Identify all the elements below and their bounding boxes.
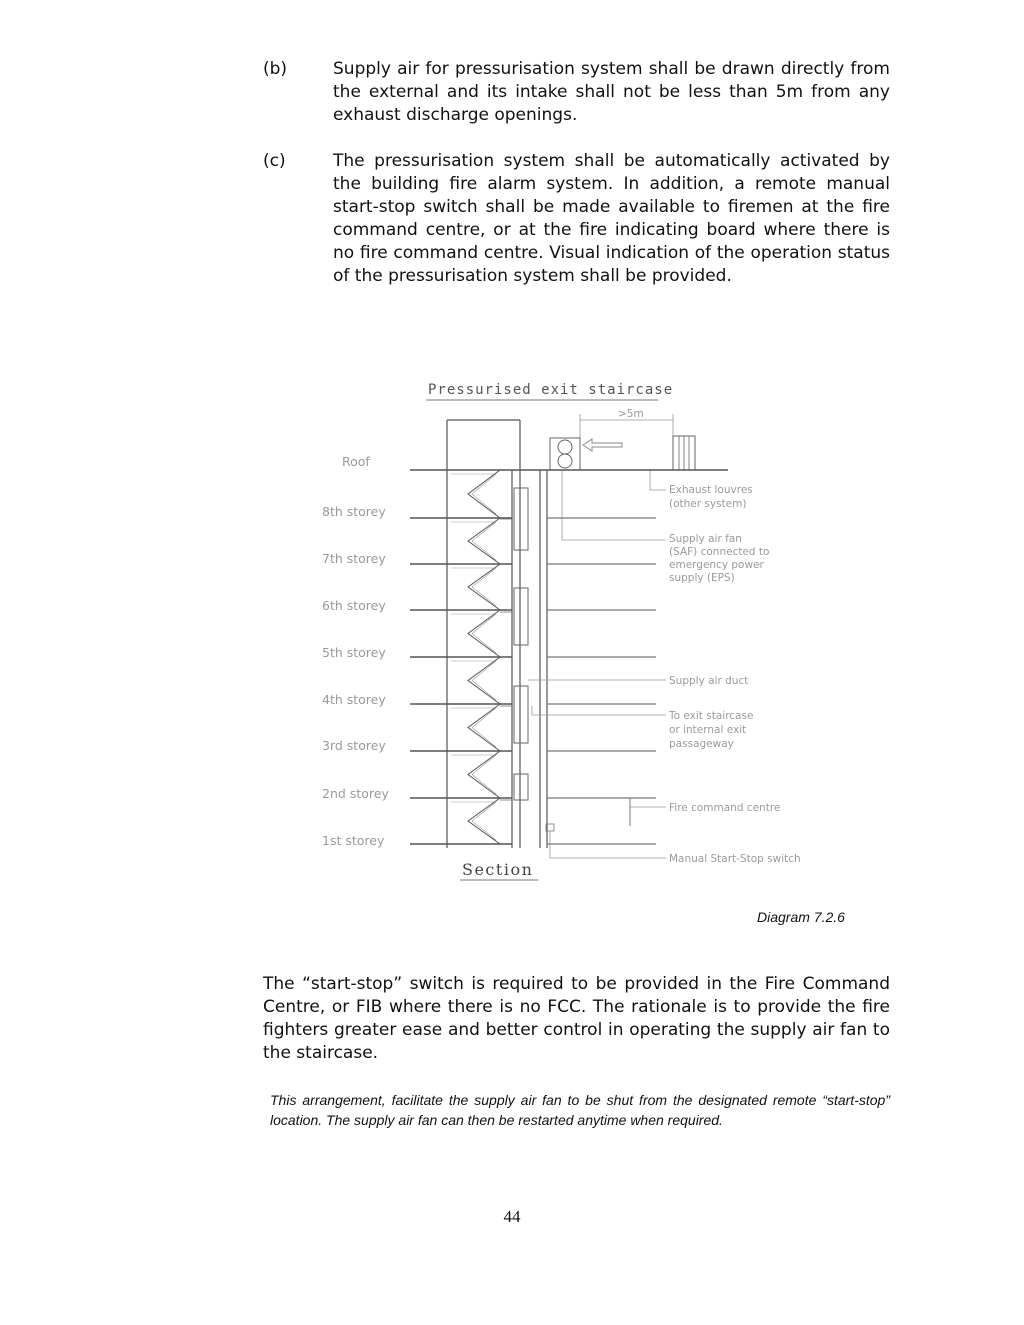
annotation-fan: emergency power (669, 559, 764, 571)
clause-c (263, 150, 890, 288)
storey-label: 7th storey (322, 551, 386, 566)
storey-label: 3rd storey (322, 738, 386, 753)
storey-label: Roof (342, 454, 370, 469)
staircase-section-diagram (300, 370, 840, 890)
annotation-fan: Supply air fan (669, 533, 742, 545)
annotation-exhaust: (other system) (669, 498, 747, 510)
section-label: Section (462, 860, 534, 879)
annotation-fan: supply (EPS) (669, 572, 735, 584)
storey-label: 8th storey (322, 504, 386, 519)
supply-air-duct-segment (514, 774, 528, 800)
clause-b (263, 58, 890, 127)
note-paragraph: This arrangement, facilitate the supply air fan to be shut from the designated remote “start-stop” location. The supply air fan can then be restarted anytime when required. (270, 1092, 890, 1128)
supply-air-duct-segment (514, 488, 528, 550)
annotation-exit: To exit staircase (669, 710, 754, 722)
diagram-title: Pressurised exit staircase (428, 382, 674, 398)
annotation-exit: passageway (669, 738, 734, 750)
storey-label: 6th storey (322, 598, 386, 613)
stair-flight-inner (451, 522, 496, 560)
diagram-caption: Diagram 7.2.6 (757, 909, 845, 925)
stair-flight-inner (451, 708, 496, 747)
clause-label: (b) (263, 59, 288, 79)
annotation-exhaust: Exhaust louvres (669, 484, 753, 496)
supply-air-duct-segment (514, 588, 528, 645)
body-paragraph: The “start-stop” switch is required to be provided in the Fire Command Centre, or FIB where there is no FCC. The rationale is to provide the fire fighters greater ease and better control in operating the supply air fan to the staircase. (263, 974, 890, 1063)
annotation-duct: Supply air duct (669, 675, 749, 687)
stair-flight-inner (451, 755, 496, 794)
annotation-switch: Manual Start-Stop switch (669, 853, 801, 865)
stair-flight-inner (451, 614, 496, 653)
storey-label: 4th storey (322, 692, 386, 707)
clause-label: (c) (263, 151, 286, 171)
storey-label: 2nd storey (322, 786, 389, 801)
storey-label: 1st storey (322, 833, 385, 848)
stair-flight-inner (451, 568, 496, 606)
stair-flight-inner (451, 474, 496, 514)
supply-air-duct-segment (514, 686, 528, 743)
annotation-fcc: Fire command centre (669, 802, 781, 814)
page-number: 44 (503, 1207, 521, 1226)
storey-label: 5th storey (322, 645, 386, 660)
clause-text: The pressurisation system shall be automatically activated by the building fire alarm system. In addition, a remote manual start-stop switch shall be made available to firemen at the fire command centre, or at the fire indicating board where there is no fire command centre. Visual indication of the operation status of the pressurisation system shall be provided. (333, 151, 890, 286)
stair-flight-inner (451, 802, 496, 840)
stair-flight-inner (451, 661, 496, 700)
distance-label: >5m (618, 408, 644, 420)
clause-text: Supply air for pressurisation system shall be drawn directly from the external and its intake shall not be less than 5m from any exhaust discharge openings. (333, 59, 890, 125)
annotation-fan: (SAF) connected to (669, 546, 770, 558)
annotation-exit: or internal exit (669, 724, 747, 736)
